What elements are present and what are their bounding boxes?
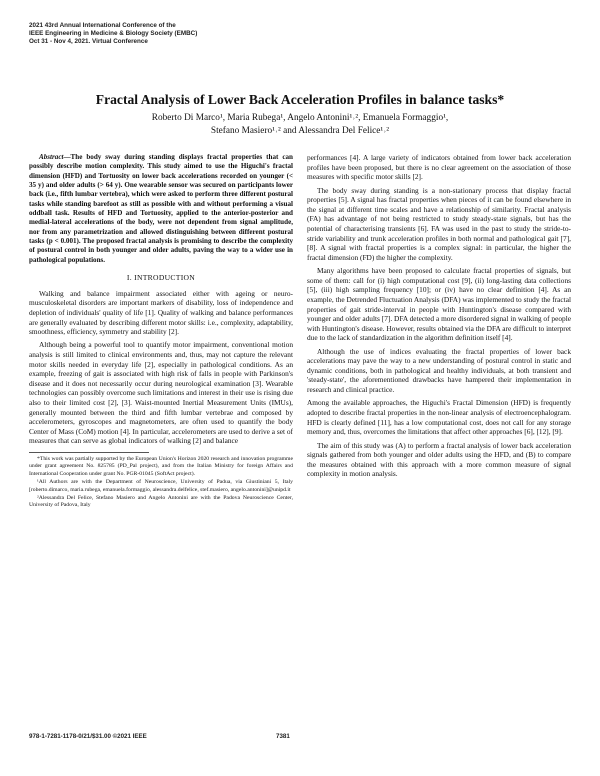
- intro-paragraph-5: Many algorithms have been proposed to calculate fractal properties of signals, but some of them: call for (i) high computational cost [9], (ii) long-lasting data collections [5], (iii) high sampling frequency [10]; or (iv) have no clear definition [4]. As an example, the Detrended Fluctuation Analysis (DFA) was implemented to study the fractal properties of gait stride-interval in people with Huntington's disease compared with younger and older adults [7]. DFA detected a more disordered signal in walking of people with Huntington's disease. However, results obtained via the DFA are difficult to interpret due to the lack of standardization in the algorithm definition itself [4].: [307, 266, 571, 343]
- conference-line-2: IEEE Engineering in Medicine & Biology Society (EMBC): [29, 30, 198, 37]
- paper-title: Fractal Analysis of Lower Back Acceleration Profiles in balance tasks*: [95, 92, 505, 107]
- intro-paragraph-1: Walking and balance impairment associated either with ageing or neuro-musculoskeletal disorders are important markers of disability, loss of independence and depletion of individuals' quality of life [1]. Quality of walking and balance performances are generally evaluated by describing different motor skills: i.e., complexity, adaptability, smoothness, efficiency, symmetry and stability [2].: [29, 288, 293, 337]
- section-heading-introduction: I. INTRODUCTION: [126, 273, 196, 283]
- left-column: [29, 153, 293, 511]
- abstract-label: Abstract: [39, 153, 64, 161]
- intro-paragraph-8: The aim of this study was (A) to perform a fractal analysis of lower back acceleration signals gathered from both younger and older adults using the HFD, and (B) to compare the measures obtained with this approach with a more common measure of signal complexity in motion analysis.: [307, 440, 571, 479]
- isbn-line: 978-1-7281-1178-0/21/$31.00 ©2021 IEEE: [29, 733, 147, 740]
- conference-line-1: 2021 43rd Annual International Conference of the: [29, 22, 176, 29]
- author-line-2: Stefano Masiero¹˒² and Alessandra Del Felice¹˒²: [210, 125, 390, 136]
- intro-paragraph-7: Among the available approaches, the Higuchi's Fractal Dimension (HFD) is frequently adopted to describe fractal properties in the non-linear analysis of electroencephalogram. HFD is clearly defined [11], has a low computational cost, does not call for any storage memory and, thus, overcomes the limitations that affect other approaches [6], [12], [9].: [307, 398, 571, 437]
- conference-line-3: Oct 31 - Nov 4, 2021. Virtual Conference: [29, 38, 148, 45]
- intro-paragraph-2: Although being a powerful tool to quantify motor impairment, conventional motion analysis is still limited to clinical environments and, thus, may not capture the relevant motor skills needed in everyday life [2], especially in pathological conditions. As an example, freezing of gait is associated with high risk of falls in people with Parkinson's disease and it does not necessarily occur during neurological examination [3]. Wearable technologies can possibly overcome such limitations and interest in their use is rising due also to their limited cost [2], [3]. Waist-mounted Inertial Measurement Units (IMUs), generally mounted between the third and fifth lumbar vertebrae and composed by accelerometers, gyroscopes and magnetometers, are often used to quantify the body Center of Mass (CoM) motion [4]. In particular, accelerometers are used to derive a set of measures that can serve as global indicators of walking [2] and balance: [29, 340, 293, 446]
- abstract-text: —The body sway during standing displays fractal properties that can possibly describe motion complexity. This study aimed to use the Higuchi's fractal dimension (HFD) and Tortuosity on lower back accelerations recorded on younger (< 35 y) and older adults (> 64 y). One wearable sensor was secured on participants lower back (i.e., fifth lumbar vertebra), which were asked to perform three different postural tasks while standing barefoot as still as possible with and without performing a visual oddball task. Results of HFD and Tortuosity, applied to the anterior-posterior and medial-lateral accelerations of the body, were not dependent from signal amplitude, nor from any parametrization and allowed distinguishing between different postural tasks (p < 0.001). The proposed fractal analysis is promising to describe the complexity of postural control in both younger and older adults, paving the way to a wider use in pathological populations.: [29, 153, 293, 264]
- intro-paragraph-3: performances [4]. A large variety of indicators obtained from lower back acceleration profiles have been proposed, but there is no clear agreement on the association of those measures with specific motor skills [2].: [307, 153, 571, 182]
- footnote-affiliation-1: ¹All Authors are with the Department of Neuroscience, University of Padua, via Giustiniani 5, Italy [roberto.dimarco, maria.rubega, emanuela.formaggio, alessandra.delfelice, stef.masiero, angelo.antonini]@unipd.it: [29, 479, 293, 493]
- footnote-funding: *This work was partially supported by the European Union's Horizon 2020 research and innovation programme under grant agreement No. 825785 (PD_Pal project), and from the Italian Ministry for foreign Affairs and International Cooperation under grant No. PGR-01045 (SoftAct project).: [29, 456, 293, 477]
- right-column: [307, 153, 571, 483]
- abstract: [29, 153, 293, 265]
- page-number: 7381: [276, 733, 290, 740]
- author-list: [20, 112, 580, 137]
- conference-header: [29, 22, 197, 46]
- footnote-affiliation-2: ²Alessandra Del Felice, Stefano Masiero and Angelo Antonini are with the Padova Neuroscience Center, University of Padova, Italy: [29, 495, 293, 509]
- author-line-1: Roberto Di Marco¹, Maria Rubega¹, Angelo Antonini¹˒², Emanuela Formaggio¹,: [151, 113, 449, 123]
- intro-paragraph-6: Although the use of indices evaluating the fractal properties of lower back accelerations may pave the way to a new understanding of postural control in static and dynamic conditions, both in pathological and healthy individuals, at both transient and 'steady-state', the aforementioned drawbacks have hampered their implementation in research and clinical practice.: [307, 346, 571, 395]
- intro-paragraph-4: The body sway during standing is a non-stationary process that display fractal properties [5]. A signal has fractal properties when pieces of it can be found elsewhere in the signal at different time scales and have a relationship of similarity. Fractal analysis (FA) has advantage of not being restricted to study steady-state signals, but has the potential of characterising transients [6]. FA was used in the past to study the stride-to-stride variability and trunk acceleration profiles in both normal and pathological gait [7], [8]. A signal with fractal properties is a complex signal: in particular, the higher the fractal dimension (FD) the higher the complexity.: [307, 185, 571, 262]
